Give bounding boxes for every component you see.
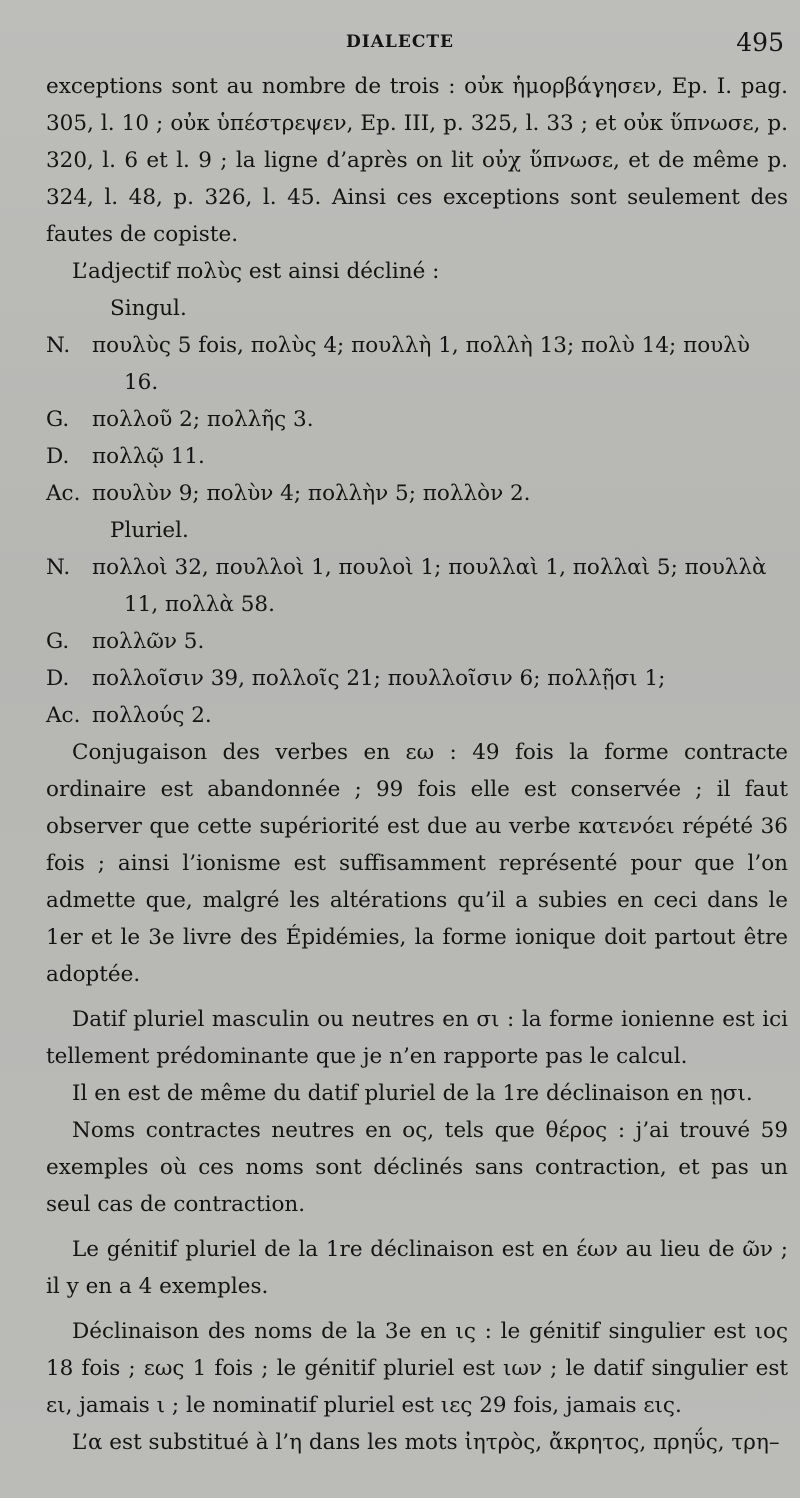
case-label: Ac. <box>46 481 81 506</box>
case-label: N. <box>46 555 71 580</box>
heading-pluriel: Pluriel. <box>110 518 189 543</box>
declension-continuation: 11, πολλὰ 58. <box>124 592 275 617</box>
case-label: G. <box>46 407 70 432</box>
paragraph-adjectif: L’adjectif πολὺς est ainsi décliné : <box>72 259 440 284</box>
case-label: D. <box>46 444 70 469</box>
spacer <box>46 1305 788 1313</box>
spacer <box>46 1223 788 1231</box>
declension-row-pl-d <box>46 660 788 697</box>
paragraph-conjugaison: Conjugaison des verbes en εω : 49 fois la forme contracte ordinaire est abandonnée ; 99 fois elle est conservée ; il faut observer que cette supériorité est due au verbe κατενόει répété 36 fois ; ainsi l’ionisme est suffisamment représenté pour que l’on admette que, malgré les altérations qu’il a subies en ceci dans le 1er et le 3e livre des Épidémies, la forme ionique doit partout être adoptée. <box>46 740 788 987</box>
paragraph-datif-pluriel: Datif pluriel masculin ou neutres en σι : la forme ionienne est ici tellement prédominante que je n’en rapporte pas le calcul. <box>46 1007 788 1069</box>
declension-forms: πολλῷ 11. <box>92 444 205 469</box>
declension-forms: πολλοὶ 32, πουλλοὶ 1, πουλοὶ 1; πουλλαὶ 1, πολλαὶ 5; πουλλὰ <box>92 555 767 580</box>
case-label: D. <box>46 666 70 691</box>
declension-row-pl-ac <box>46 697 788 734</box>
case-label: Ac. <box>46 703 81 728</box>
declension-row-sing-ac <box>46 475 788 512</box>
paragraph-noms-contractes: Noms contractes neutres en ος, tels que θέρος : j’ai trouvé 59 exemples où ces noms sont déclinés sans contraction, et pas un seul cas de contraction. <box>46 1118 788 1217</box>
declension-row-sing-d <box>46 438 788 475</box>
declension-row-pl-g <box>46 623 788 660</box>
case-label: G. <box>46 629 70 654</box>
declension-row-sing-g <box>46 401 788 438</box>
paragraph-troisieme-declinaison: Déclinaison des noms de la 3e en ις : le génitif singulier est ιος 18 fois ; εως 1 fois ; le génitif pluriel est ιων ; le datif singulier est ει, jamais ι ; le nominatif pluriel est ιες 29 fois, jamais εις. <box>46 1319 788 1418</box>
declension-forms: πουλὺν 9; πολὺν 4; πολλὴν 5; πολλὸν 2. <box>92 481 531 506</box>
paragraph-datif-declinaison: Il en est de même du datif pluriel de la 1re déclinaison en ῃσι. <box>72 1081 753 1106</box>
declension-forms: πολλοῦ 2; πολλῆς 3. <box>92 407 314 432</box>
declension-forms: πολλοῖσιν 39, πολλοῖς 21; πουλλοῖσιν 6; πολλῇσι 1; <box>92 666 666 691</box>
declension-forms: πολλῶν 5. <box>92 629 205 654</box>
paragraph-exceptions: exceptions sont au nombre de trois : οὐκ ἡμορβάγησεν, Ep. I. pag. 305, l. 10 ; οὐκ ὑπέστρεψεν, Ep. III, p. 325, l. 33 ; et οὐκ ὕπνωσε, p. 320, l. 6 et l. 9 ; la ligne d’après on lit οὐχ ὕπνωσε, et de même p. 324, l. 48, p. 326, l. 45. Ainsi ces exceptions sont seulement des fautes de copiste. <box>46 74 788 247</box>
paragraph-alpha-eta: L’α est substitué à l’η dans les mots ἰητρὸς, ἄκρητος, πρηΰς, τρη– <box>72 1430 780 1455</box>
declension-forms: πουλὺς 5 fois, πολὺς 4; πουλλὴ 1, πολλὴ 13; πολὺ 14; πουλὺ <box>92 333 750 358</box>
running-title: DIALECTE <box>346 32 454 52</box>
declension-row-sing-n <box>46 327 788 364</box>
case-label: N. <box>46 333 71 358</box>
spacer <box>46 993 788 1001</box>
declension-continuation: 16. <box>124 370 159 395</box>
declension-row-pl-n <box>46 549 788 586</box>
paragraph-genitif-pluriel: Le génitif pluriel de la 1re déclinaison est en έων au lieu de ῶν ; il y en a 4 exemples. <box>46 1237 788 1299</box>
declension-forms: πολλούς 2. <box>92 703 212 728</box>
page-number: 495 <box>736 28 784 57</box>
heading-singulier: Singul. <box>110 296 187 321</box>
page-body <box>46 68 788 1461</box>
